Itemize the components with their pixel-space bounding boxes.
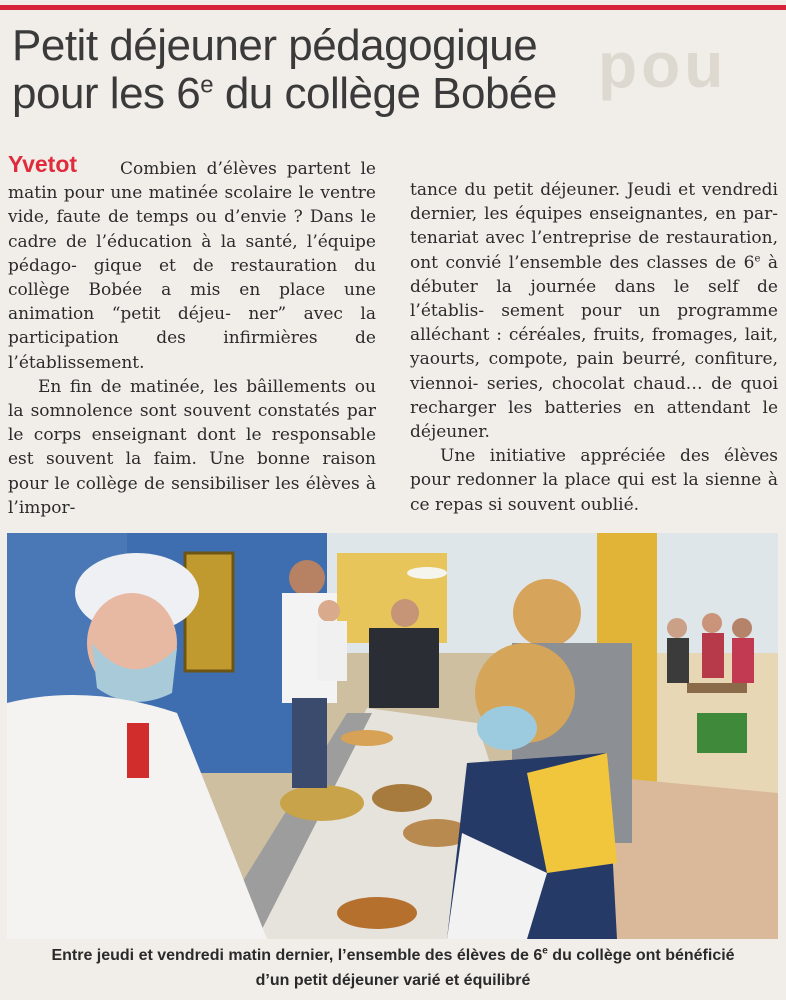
text-line: series, chocolat chaud… de quoi recharger bbox=[410, 373, 779, 418]
text-line: de l’éducation à la santé, l’équipe pédago- bbox=[8, 231, 376, 276]
dateline: Yvetot bbox=[8, 151, 78, 177]
text-line: pour une matinée scolaire le ventre vide, bbox=[8, 183, 376, 228]
text-line: a mis en place une animation “petit déjeu- bbox=[8, 280, 376, 325]
text-line: corps enseignant dont le responsable est bbox=[8, 425, 377, 470]
headline-line-2b: du collège Bobée bbox=[213, 69, 557, 118]
headline-line-1: Petit déjeuner pédagogique bbox=[12, 21, 538, 70]
text-line: gique et de restauration du collège Bobée bbox=[8, 255, 376, 301]
text-column-2 bbox=[410, 178, 778, 517]
text-line: Combien d’élèves partent le matin bbox=[8, 159, 376, 204]
text-line: les batteries en attendant le déjeuner. bbox=[410, 397, 779, 443]
caption-line-1a: Entre jeudi et vendredi matin dernier, l’ensemble des élèves de 6 bbox=[51, 947, 543, 964]
text-line: faute de temps ou d’envie ? Dans le cadre bbox=[8, 207, 377, 252]
col2-sup: e bbox=[754, 252, 761, 264]
show-through-ghost: pou bbox=[598, 29, 728, 101]
text-column-1 bbox=[8, 157, 376, 520]
col2-line: à bbox=[760, 252, 778, 273]
text-line: somnolence sont souvent constatés par le bbox=[8, 401, 377, 446]
paragraph-1 bbox=[8, 157, 376, 375]
text-line: à ce repas si souvent oublié. bbox=[410, 470, 779, 515]
text-line: ner” avec la participation des infirmières bbox=[8, 304, 376, 349]
top-rule bbox=[0, 5, 786, 10]
headline-sup: e bbox=[200, 71, 214, 99]
text-line: compote, pain beurré, confiture, viennoi- bbox=[410, 349, 779, 394]
col2-line: dernier, les équipes enseignantes, en par- bbox=[410, 204, 778, 225]
col2-line: tance du petit déjeuner. Jeudi et vendredi bbox=[410, 180, 778, 200]
text-line: débuter la journée dans le self de l’établis- bbox=[410, 276, 778, 322]
headline bbox=[12, 22, 652, 118]
paragraph-2 bbox=[8, 375, 376, 520]
text-line: céréales, fruits, fromages, lait, yaourts, bbox=[410, 325, 778, 370]
text-line: de l’établissement. bbox=[8, 328, 376, 373]
text-line: sement pour un programme alléchant : bbox=[410, 301, 778, 346]
text-line: souvent la faim. Une bonne raison pour le bbox=[8, 449, 376, 494]
text-line: collège de sensibiliser les élèves à l’impor- bbox=[8, 473, 377, 518]
col2-line: tenariat avec l’entreprise de restauration, bbox=[410, 228, 778, 249]
paragraph-4 bbox=[410, 444, 778, 517]
text-line: Une initiative appréciée des élèves bbox=[440, 446, 778, 467]
caption-sup: e bbox=[542, 945, 548, 957]
photo-caption bbox=[10, 943, 776, 993]
col2-rest bbox=[410, 277, 778, 442]
caption-line-1b: du collège ont bénéficié bbox=[547, 947, 735, 964]
paragraph-3 bbox=[410, 178, 778, 444]
photo-illustration bbox=[7, 533, 778, 939]
text-line: En fin de matinée, les bâillements ou la bbox=[8, 376, 376, 422]
headline-line-2a: pour les 6 bbox=[12, 69, 201, 118]
col2-line: ont convié l’ensemble des classes de 6 bbox=[410, 252, 755, 273]
article-photo bbox=[7, 533, 778, 939]
caption-line-2: d’un petit déjeuner varié et équilibré bbox=[255, 972, 531, 989]
text-line: pour redonner la place qui est la sienne bbox=[410, 470, 762, 491]
